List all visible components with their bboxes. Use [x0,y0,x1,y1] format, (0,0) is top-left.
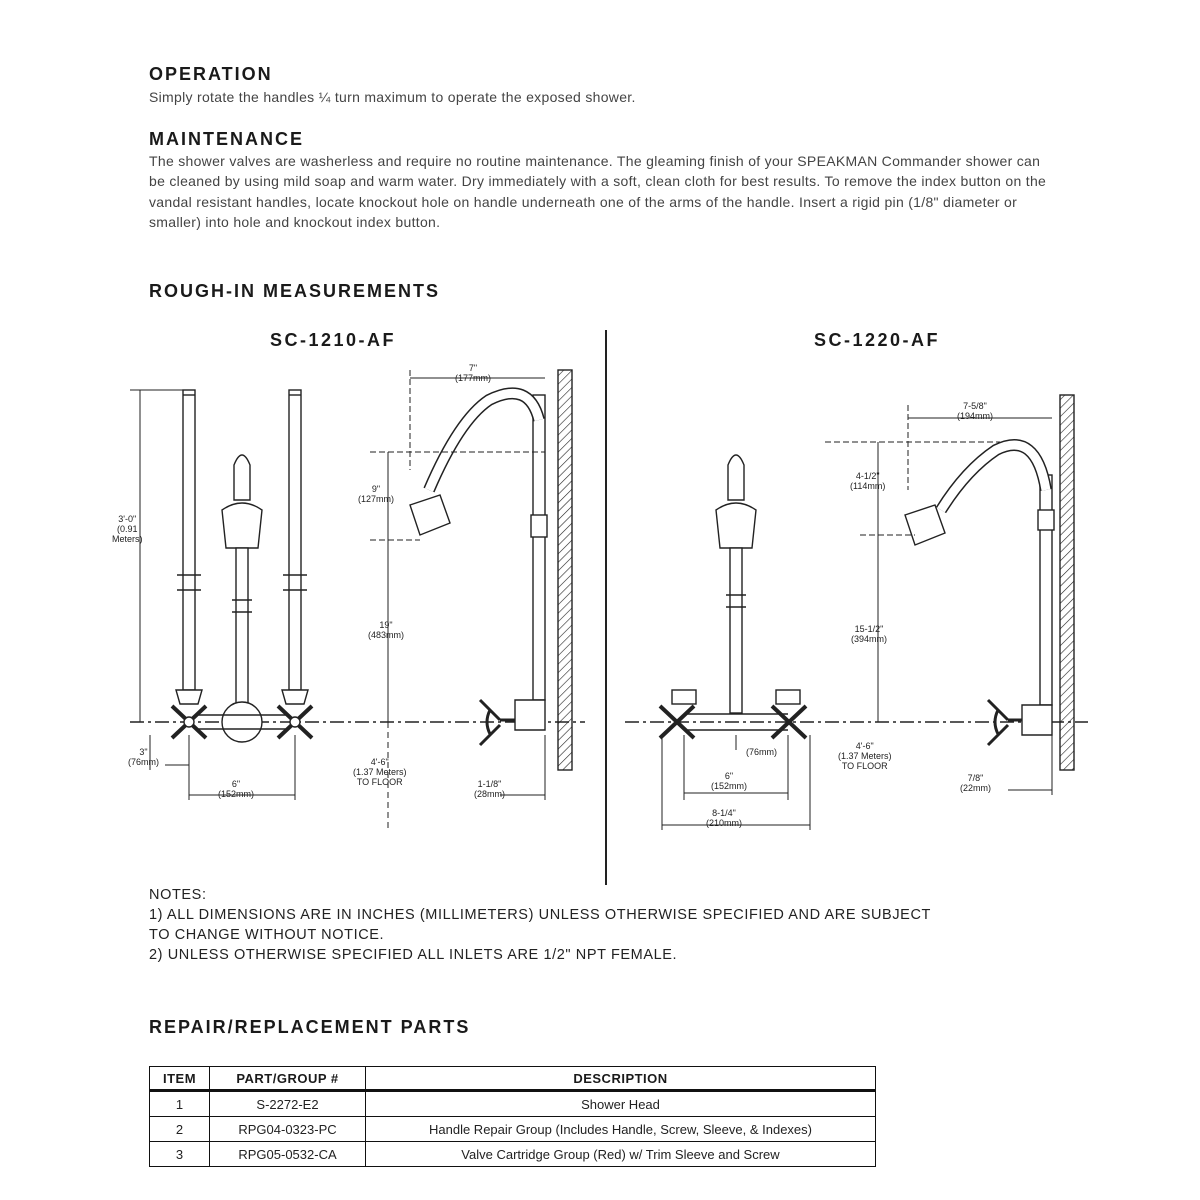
table-row [150,1117,876,1142]
maintenance-text: The shower valves are washerless and require no routine maintenance. The gleaming finish of your SPEAKMAN Commander shower can be cleaned by using mild soap and warm water. Dry immediately with a soft, clean cloth for best results. To remove the index button on the vandal resistant handles, locate knockout hole on handle underneath one of the arms of the handle. Insert a rigid pin (1/8" diameter or smaller) into hole and knockout index button. [149,153,1047,230]
dim-r3in-label: (76mm) [746,747,777,757]
row-description: Shower Head [366,1091,876,1117]
operation-text: Simply rotate the handles ¼ turn maximum to operate the exposed shower. [149,89,636,105]
left-supply-pipe-1 [172,390,206,738]
table-row [150,1142,876,1167]
note-1: 1) ALL DIMENSIONS ARE IN INCHES (MILLIMETERS) UNLESS OTHERWISE SPECIFIED AND ARE SUBJECT [149,907,931,923]
col-description: DESCRIPTION [366,1067,876,1091]
dim-78in-label: 7/8" (22mm) [960,773,991,793]
dim-1512in-label: 15-1/2" (394mm) [851,624,888,644]
row-part: S-2272-E2 [210,1091,366,1117]
right-wall [1060,395,1074,770]
dim-412in-label: 4-1/2" (114mm) [850,471,886,491]
left-wall [558,370,572,770]
right-model-title: SC-1220-AF [814,330,941,350]
parts-heading: REPAIR/REPLACEMENT PARTS [149,1017,471,1037]
right-showerhead-front [660,455,806,738]
notes-title: NOTES: [149,887,207,903]
dim-7in-label: 7" (177mm) [455,363,492,383]
parts-table-header [150,1067,876,1091]
maintenance-heading: MAINTENANCE [149,129,304,149]
right-shower-profile [905,445,1054,745]
rough-in-heading: ROUGH-IN MEASUREMENTS [149,281,441,301]
table-row [150,1091,876,1117]
col-part: PART/GROUP # [210,1067,366,1091]
left-shower-profile [410,393,547,745]
row-item: 2 [150,1117,210,1142]
dim-814in-label: 8-1/4" (210mm) [706,808,743,828]
col-item: ITEM [150,1067,210,1091]
dim-9in-label: 9" (127mm) [358,484,395,504]
left-model-title: SC-1210-AF [270,330,397,350]
note-2: 2) UNLESS OTHERWISE SPECIFIED ALL INLETS ARE 1/2" NPT FEMALE. [149,947,678,963]
row-part: RPG04-0323-PC [210,1117,366,1142]
dim-758in-label: 7-5/8" (194mm) [957,401,994,421]
dim-height-label: 3'-0" (0.91 Meters) [112,514,143,544]
row-item: 3 [150,1142,210,1167]
dim-r6in-label: 6" (152mm) [711,771,748,791]
dim-r-floor-label: 4'-6" (1.37 Meters) TO FLOOR [838,741,892,771]
row-part: RPG05-0532-CA [210,1142,366,1167]
parts-table [149,1066,876,1167]
dim-19in-label: 19" (483mm) [368,620,405,640]
dim-floor-label: 4'-6" (1.37 Meters) TO FLOOR [353,757,407,787]
note-1-continued: TO CHANGE WITHOUT NOTICE. [149,927,385,943]
notes-block [149,885,931,965]
dim-6in-label: 6" (152mm) [218,779,255,799]
row-description: Handle Repair Group (Includes Handle, Screw, Sleeve, & Indexes) [366,1117,876,1142]
dim-3in-label: 3" (76mm) [128,747,159,767]
row-description: Valve Cartridge Group (Red) w/ Trim Sleeve and Screw [366,1142,876,1167]
dim-118in-label: 1-1/8" (28mm) [474,779,505,799]
row-item: 1 [150,1091,210,1117]
left-showerhead-front [195,455,289,742]
operation-heading: OPERATION [149,64,273,84]
left-supply-pipe-2 [278,390,312,738]
